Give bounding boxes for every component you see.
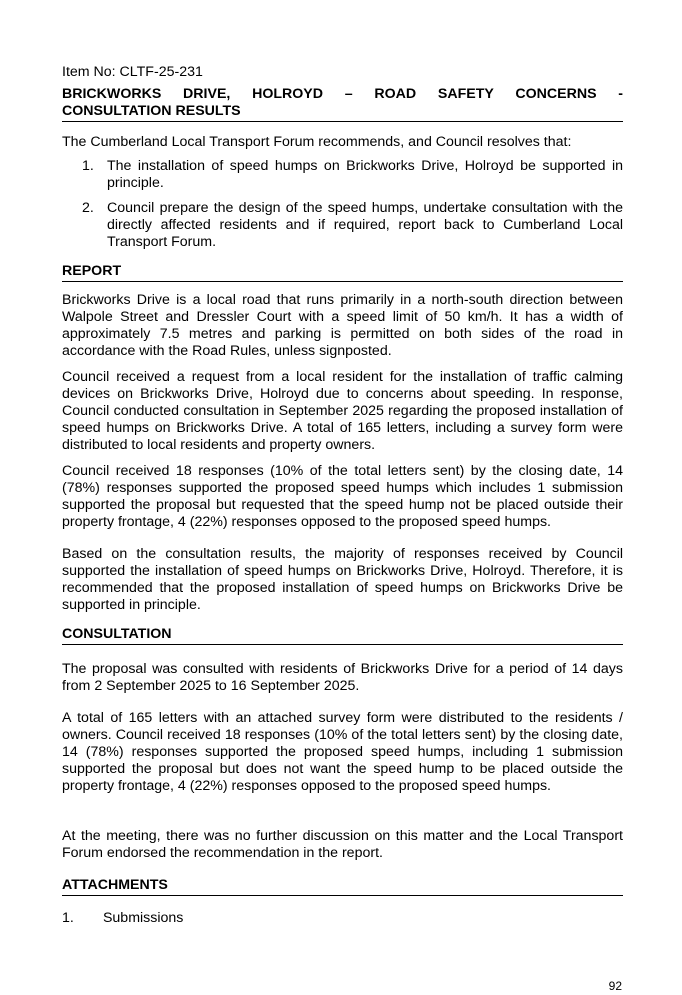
- page-number: 92: [608, 979, 622, 993]
- report-title-line1: BRICKWORKS DRIVE, HOLROYD – ROAD SAFETY CONCERNS -: [62, 86, 623, 102]
- report-title: [62, 86, 623, 122]
- report-heading: REPORT: [62, 263, 623, 282]
- recommendation-text: Council prepare the design of the speed humps, undertake consultation with the directly affected residents and if required, report back to Cumberland Local Transport Forum.: [107, 200, 623, 250]
- report-paragraph: Brickworks Drive is a local road that runs primarily in a north-south direction between Walpole Street and Dressler Court with a speed limit of 50 km/h. It has a width of approximately 7.5 metres and parking is permitted on both sides of the road in accordance with the Road Rules, unless signposted.: [62, 292, 623, 359]
- report-paragraph: Council received a request from a local resident for the installation of traffic calming devices on Brickworks Drive, Holroyd due to concerns about speeding. In response, Council conducted consultation in September 2025 regarding the proposed installation of speed humps on Brickworks Drive. A total of 165 letters, including a survey form were distributed to local residents and property owners.: [62, 369, 623, 453]
- report-title-line2: CONSULTATION RESULTS: [62, 103, 241, 119]
- report-paragraph: Council received 18 responses (10% of the total letters sent) by the closing date, 14 (78%) responses supported the proposed speed humps which includes 1 submission supported the proposal but requested that the speed hump not be placed outside their property frontage, 4 (22%) responses opposed to the proposed speed humps.: [62, 463, 623, 530]
- attachment-number: 1.: [62, 910, 74, 926]
- consultation-heading: CONSULTATION: [62, 626, 623, 645]
- consultation-paragraph: A total of 165 letters with an attached survey form were distributed to the residents / owners. Council received 18 responses (10% of the total letters sent) by the closing date, 14 (78%) responses supported the proposed speed humps, including 1 submission supported the proposal but does not want the speed hump to be placed outside the property frontage, 4 (22%) responses opposed to the proposed speed humps.: [62, 710, 623, 794]
- recommendation-item: [62, 200, 623, 251]
- consultation-paragraph: The proposal was consulted with residents of Brickworks Drive for a period of 14 days from 2 September 2025 to 16 September 2025.: [62, 661, 623, 694]
- recommendation-number: 1.: [82, 158, 94, 174]
- recommendation-list: [62, 158, 623, 259]
- item-number: Item No: CLTF-25-231: [62, 64, 203, 80]
- report-paragraph: Based on the consultation results, the majority of responses received by Council supported the installation of speed humps on Brickworks Drive, Holroyd. Therefore, it is recommended that the proposed installation of speed humps on Brickworks Drive be supported in principle.: [62, 546, 623, 613]
- consultation-paragraph: At the meeting, there was no further discussion on this matter and the Local Transport Forum endorsed the recommendation in the report.: [62, 828, 623, 861]
- attachment-label: Submissions: [102, 910, 184, 926]
- recommendation-item: [62, 158, 623, 192]
- recommendation-number: 2.: [82, 200, 94, 216]
- recommendation-text: The installation of speed humps on Brickworks Drive, Holroyd be supported in principle.: [107, 158, 623, 191]
- attachment-item: [62, 910, 183, 927]
- attachments-heading: ATTACHMENTS: [62, 877, 623, 896]
- recommendation-intro: The Cumberland Local Transport Forum recommends, and Council resolves that:: [62, 134, 572, 150]
